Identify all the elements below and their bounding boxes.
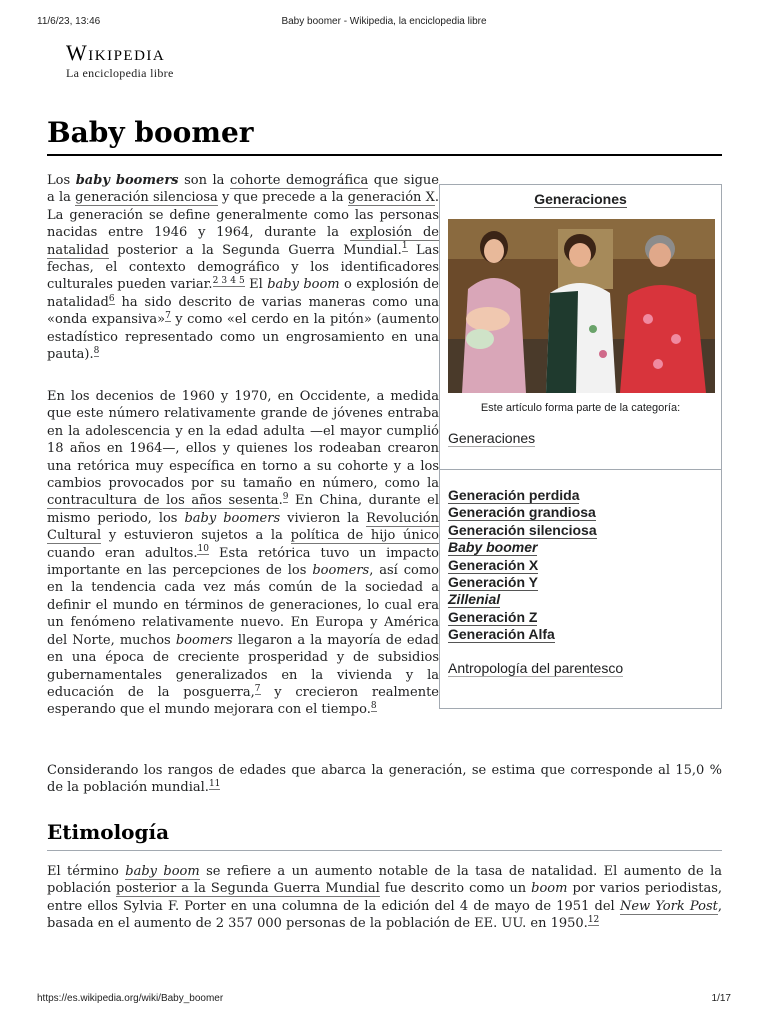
print-header (37, 16, 731, 30)
text: , basada en el aumento de 2 357 000 personas de la población de EE. UU. en 1950. (47, 898, 722, 932)
infobox-related-label: Antropología del parentesco (448, 660, 624, 676)
generation-item[interactable] (448, 574, 597, 591)
generation-label: Generación perdida (448, 487, 580, 503)
generation-item[interactable] (448, 522, 597, 539)
print-footer (37, 993, 731, 1007)
generation-item[interactable] (448, 504, 597, 521)
generation-label: Generación Alfa (448, 626, 555, 643)
italic-term: baby boomers (184, 510, 281, 526)
page-title: Baby boomer (47, 114, 722, 156)
text: cuando eran adultos. (47, 545, 198, 561)
reference-link[interactable]: 2 3 4 5 (212, 276, 245, 287)
infobox-divider (440, 469, 721, 470)
text: . La generación se define generalmente como las personas nacidas entre 1946 y 1964, durante la (47, 190, 440, 241)
italic-term: baby boom (125, 864, 200, 879)
generation-label: Generación grandiosa (448, 504, 596, 521)
generation-label: Baby boomer (448, 539, 538, 556)
logo-tagline: La enciclopedia libre (66, 66, 174, 80)
text: ha sido descrito de varias maneras como una «onda expansiva» (47, 294, 439, 328)
text: vivieron la (280, 510, 367, 526)
text: o explosión de natalidad (47, 277, 439, 310)
generation-item[interactable] (448, 557, 597, 574)
text: El término (47, 864, 126, 879)
infobox-related-link[interactable] (448, 660, 623, 676)
reference-link[interactable]: 1 (401, 241, 408, 252)
generation-item[interactable] (448, 626, 597, 643)
generation-label: Generación Y (448, 574, 539, 591)
reference-link[interactable]: 6 (108, 293, 115, 304)
italic-term: baby boom (267, 277, 340, 293)
generation-label: Zillenial (448, 591, 501, 608)
text: y estuvieron sujetos a la (101, 528, 291, 544)
text: Los (47, 173, 76, 188)
infobox-category-link[interactable] (448, 430, 535, 446)
text: se refiere a un aumento notable de la tasa de natalidad. El aumento de la población (47, 864, 722, 897)
reference-link[interactable]: 7 (165, 310, 171, 321)
italic-term: boom (531, 881, 568, 897)
generation-label: Generación X (448, 556, 539, 573)
infobox-category-label: Generaciones (448, 430, 536, 446)
link-new-york-post[interactable] (620, 899, 718, 915)
print-page-title: Baby boomer - Wikipedia, la enciclopedia libre (281, 16, 487, 27)
reference-link[interactable]: 11 (208, 779, 221, 790)
text: por varios periodistas, entre ellos Sylvia F. Porter en una columna de la edición del 4 de mayo de 1951 del (47, 881, 722, 914)
print-datetime: 11/6/23, 13:46 (37, 16, 101, 27)
section-heading-etimologia: Etimología (47, 818, 722, 851)
text: En los decenios de 1960 y 1970, en Occidente, a medida que este número relativamente grande de jóvenes entraba en la adolescencia y en la edad adulta —el mayor cumplió 18 años en 1964—, ellos y quienes los rodeaban crearon una retórica muy específica en torno a su cohorte y a los cambios provocados por su tamaño en número, como la (47, 389, 439, 492)
wikipedia-logo[interactable] (66, 42, 174, 81)
text: El (244, 277, 268, 293)
text: Considerando los rangos de edades que abarca la generación, se estima que corresponde al 15,0 % de la población mundial. (47, 763, 722, 796)
infobox-photo[interactable] (448, 219, 715, 393)
text: En China, durante el mismo periodo, los (47, 493, 439, 526)
generation-item[interactable] (448, 487, 597, 504)
reference-link[interactable]: 7 (254, 683, 261, 694)
generation-list (448, 487, 597, 644)
lead-paragraph (47, 172, 439, 363)
text: son la (178, 173, 231, 188)
print-page-number: 1/17 (711, 993, 731, 1004)
reference-link[interactable]: 10 (197, 544, 209, 555)
generation-item[interactable] (448, 591, 597, 608)
paragraph-etimologia (47, 863, 722, 933)
text: y que precede a la (217, 190, 348, 206)
link-politica-hijo-unico[interactable]: política de hijo único (290, 528, 439, 544)
generation-item[interactable] (448, 609, 597, 626)
link-cohorte-demografica[interactable]: cohorte demográfica (230, 173, 369, 188)
infobox-title (440, 191, 721, 211)
link-explosion-de-natalidad[interactable]: explosión de natalidad (47, 225, 439, 258)
bold-term: baby boomers (75, 173, 179, 188)
text: Esta retórica tuvo un impacto importante en las percepciones de los (47, 545, 439, 579)
text: y como «el cerdo en la pitón» (aumento estadístico representado como un engrosamiento en una pauta). (47, 312, 439, 363)
text: , así como en la tendencia cada vez más común de la sociedad a definir el mundo en términos de generaciones, lo cual era un fenómeno relativamente nuevo. En Europa y América del Norte, muchos (47, 563, 439, 648)
text: llegaron a la mayoría de edad en una época de creciente prosperidad y de subsidios gubernamentales generalizados en la vivienda y la educación de la posguerra, (47, 632, 440, 700)
text: posterior a la Segunda Guerra Mundial. (108, 242, 402, 258)
text: y crecieron realmente esperando que el mundo mejorara con el tiempo. (47, 684, 439, 718)
text: que sigue a la (47, 173, 439, 206)
italic-term: boomers (175, 632, 233, 648)
reference-link[interactable]: 12 (587, 914, 600, 925)
reference-link[interactable]: 9 (282, 492, 289, 503)
link-generacion-x[interactable]: generación X (347, 190, 435, 206)
generation-label: Generación silenciosa (448, 521, 597, 538)
link-baby-boom[interactable] (125, 864, 199, 880)
reference-link[interactable]: 8 (370, 700, 377, 711)
infobox-title-link[interactable]: Generaciones (534, 191, 627, 207)
logo-wordmark: Wikipedia (66, 40, 166, 65)
generation-item-current[interactable] (448, 539, 597, 556)
text: Las fechas, el contexto demográfico y los identificadores culturales pueden variar. (47, 242, 439, 293)
text: fue descrito como un (379, 881, 532, 897)
paragraph-decades (47, 388, 439, 719)
link-posguerra[interactable]: posterior a la Segunda Guerra Mundial (116, 881, 380, 897)
infobox-caption: Este artículo forma parte de la categoría: (480, 402, 681, 414)
link-generacion-silenciosa[interactable]: generación silenciosa (75, 190, 218, 206)
italic-term: New York Post (619, 898, 718, 914)
text: . (278, 493, 283, 509)
print-url: https://es.wikipedia.org/wiki/Baby_boomer (37, 993, 224, 1004)
reference-link[interactable]: 8 (93, 345, 100, 356)
infobox-generaciones (439, 184, 722, 709)
generation-label: Generación Z (448, 608, 538, 625)
link-revolucion-cultural[interactable]: Revolución Cultural (47, 510, 439, 544)
paragraph-population (47, 762, 722, 797)
italic-term: boomers (312, 563, 370, 579)
link-contracultura[interactable]: contracultura de los años sesenta (47, 493, 279, 509)
